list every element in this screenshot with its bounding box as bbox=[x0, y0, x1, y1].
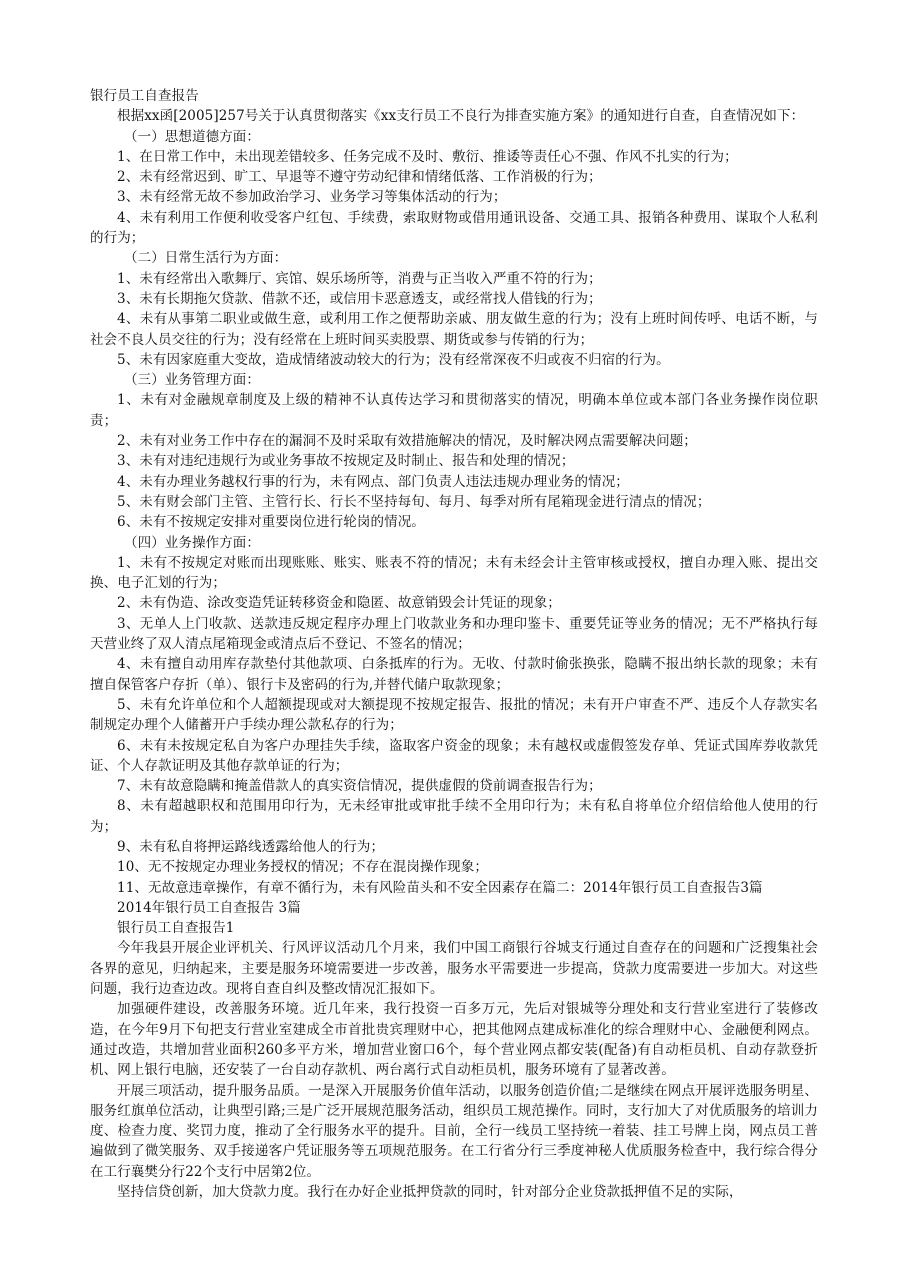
paragraph: 2、未有伪造、涂改变造凭证转移资金和隐匿、故意销毁会计凭证的现象； bbox=[117, 595, 561, 612]
paragraph: 4、未有从事第二职业或做生意，或利用工作之便帮助亲戚、朋友做生意的行为；没有上班时间传呼、电话不断，与社会不良人员交往的行为；没有经常在上班时间买卖股票、期货或参与传销的行为； bbox=[90, 311, 818, 348]
paragraph: 6、未有不按规定安排对重要岗位进行轮岗的情况。 bbox=[117, 514, 425, 531]
paragraph: 9、未有私自将押运路线透露给他人的行为； bbox=[117, 838, 385, 855]
paragraph: （三）业务管理方面： bbox=[124, 372, 260, 389]
paragraph: 今年我县开展企业评机关、行风评议活动几个月来，我们中国工商银行谷城支行通过自查存在的问题和广泛搜集社会各界的意见，归纳起来，主要是服务环境需要进一步改善，服务水平需要进一步提高，贷款力度需要进一步加大。对这些问题，我行边查边改。现将自查自纠及整改情况汇报如下。 bbox=[90, 940, 818, 998]
paragraph: 4、未有办理业务越权行事的行为，未有网点、部门负责人违法违规办理业务的情况； bbox=[117, 473, 629, 490]
paragraph: 2、未有经常迟到、旷工、早退等不遵守劳动纪律和情绪低落、工作消极的行为； bbox=[117, 169, 602, 186]
paragraph: 4、未有擅自动用库存款垫付其他款项、白条抵库的行为。无收、付款时偷张换张，隐瞒不报出纳长款的现象；未有擅自保管客户存折（单）、银行卡及密码的行为,并替代储户取款现象； bbox=[90, 656, 818, 693]
paragraph: 根据xx函[2005]257号关于认真贯彻落实《xx支行员工不良行为排查实施方案》的通知进行自查，自查情况如下： bbox=[117, 108, 805, 125]
paragraph: 4、未有利用工作便利收受客户红包、手续费，索取财物或借用通讯设备、交通工具、报销各种费用、谋取个人私利的行为； bbox=[90, 209, 818, 247]
document-page bbox=[90, 86, 818, 1202]
paragraph: 2、未有对业务工作中存在的漏洞不及时采取有效措施解决的情况，及时解决网点需要解决问题； bbox=[117, 433, 697, 450]
paragraph: 开展三项活动，提升服务品质。一是深入开展服务价值年活动，以服务创造价值;二是继续在网点开展评选服务明星、服务红旗单位活动，让典型引路;三是广泛开展规范服务活动，组织员工规范操作。同时，支行加大了对优质服务的培训力度、检查力度、奖罚力度，推动了全行服务水平的提升。目前，全行一线员工坚持统一着装、挂工号牌上岗，网点员工普遍做到了微笑服务、双手接递客户凭证服务等五项规范服务。在工行省分行三季度神秘人优质服务检查中，我行综合得分在工行襄樊分行22个支行中居第2位。 bbox=[90, 1082, 818, 1180]
paragraph: 3、无单人上门收款、送款违反规定程序办理上门收款业务和办理印鉴卡、重要凭证等业务的情况；无不严格执行每天营业终了双人清点尾箱现金或清点后不登记、不签名的情况； bbox=[90, 615, 818, 653]
paragraph: 6、未有未按规定私自为客户办理挂失手续，盗取客户资金的现象；未有越权或虚假签发存单、凭证式国库券收款凭证、个人存款证明及其他存款单证的行为； bbox=[90, 737, 818, 774]
paragraph: （二）日常生活行为方面： bbox=[124, 250, 288, 267]
paragraph: 5、未有允许单位和个人超额提现或对大额提现不按规定报告、报批的情况；未有开户审查不严、违反个人存款实名制规定办理个人储蓄开户手续办理公款私存的行为； bbox=[90, 696, 818, 734]
paragraph: 1、未有经常出入歌舞厅、宾馆、娱乐场所等，消费与正当收入严重不符的行为； bbox=[117, 270, 602, 287]
paragraph: （一）思想道德方面： bbox=[124, 128, 260, 145]
paragraph: 5、未有因家庭重大变故，造成情绪波动较大的行为；没有经常深夜不归或夜不归宿的行为。 bbox=[117, 351, 670, 368]
paragraph: 银行员工自查报告1 bbox=[117, 920, 235, 937]
paragraph: 3、未有对违纪违规行为或业务事故不按规定及时制止、报告和处理的情况； bbox=[117, 453, 575, 470]
paragraph: （四）业务操作方面： bbox=[124, 534, 260, 551]
paragraph: 11、无故意违章操作，有章不循行为，未有风险苗头和不安全因素存在篇二：2014年银行员工自查报告3篇 bbox=[117, 879, 763, 896]
paragraph: 7、未有故意隐瞒和掩盖借款人的真实资信情况，提供虚假的贷前调查报告行为； bbox=[117, 778, 602, 795]
paragraph: 坚持信贷创新，加大贷款力度。我行在办好企业抵押贷款的同时，针对部分企业贷款抵押值不足的实际， bbox=[117, 1184, 743, 1201]
paragraph: 10、无不按规定办理业务授权的情况；不存在混岗操作现象； bbox=[117, 859, 488, 876]
paragraph: 1、在日常工作中，未出现差错较多、任务完成不及时、敷衍、推诿等责任心不强、作风不扎实的行为； bbox=[117, 148, 738, 165]
paragraph: 5、未有财会部门主管、主管行长、行长不坚持每旬、每月、每季对所有尾箱现金进行清点的情况； bbox=[117, 493, 711, 510]
paragraph: 1、未有对金融规章制度及上级的精神不认真传达学习和贯彻落实的情况，明确本单位或本部门各业务操作岗位职责； bbox=[90, 392, 818, 429]
document-title: 银行员工自查报告 bbox=[90, 88, 199, 104]
paragraph: 1、未有不按规定对账而出现账账、账实、账表不符的情况；未有未经会计主管审核或授权，擅自办理入账、提出交换、电子汇划的行为； bbox=[90, 554, 818, 592]
paragraph: 加强硬件建设，改善服务环境。近几年来，我行投资一百多万元，先后对银城等分理处和支行营业室进行了装修改造，在今年9月下旬把支行营业室建成全市首批贵宾理财中心，把其他网点建成标准化的综合理财中心、金融便利网点。通过改造，共增加营业面积260多平方米，增加营业窗口6个，每个营业网点都安装(配备)有自动柜员机、自动存款登折机、网上银行电脑，还安装了一台自动存款机、两台离行式自动柜员机，服务环境有了显著改善。 bbox=[90, 1001, 818, 1079]
paragraph: 2014年银行员工自查报告 3篇 bbox=[117, 899, 301, 916]
paragraph: 3、未有长期拖欠贷款、借款不还，或信用卡恶意透支，或经常找人借钱的行为； bbox=[117, 290, 602, 307]
paragraph: 3、未有经常无故不参加政治学习、业务学习等集体活动的行为； bbox=[117, 189, 507, 206]
paragraph: 8、未有超越职权和范围用印行为，无未经审批或审批手续不全用印行为；未有私自将单位介绍信给他人使用的行为； bbox=[90, 798, 818, 835]
